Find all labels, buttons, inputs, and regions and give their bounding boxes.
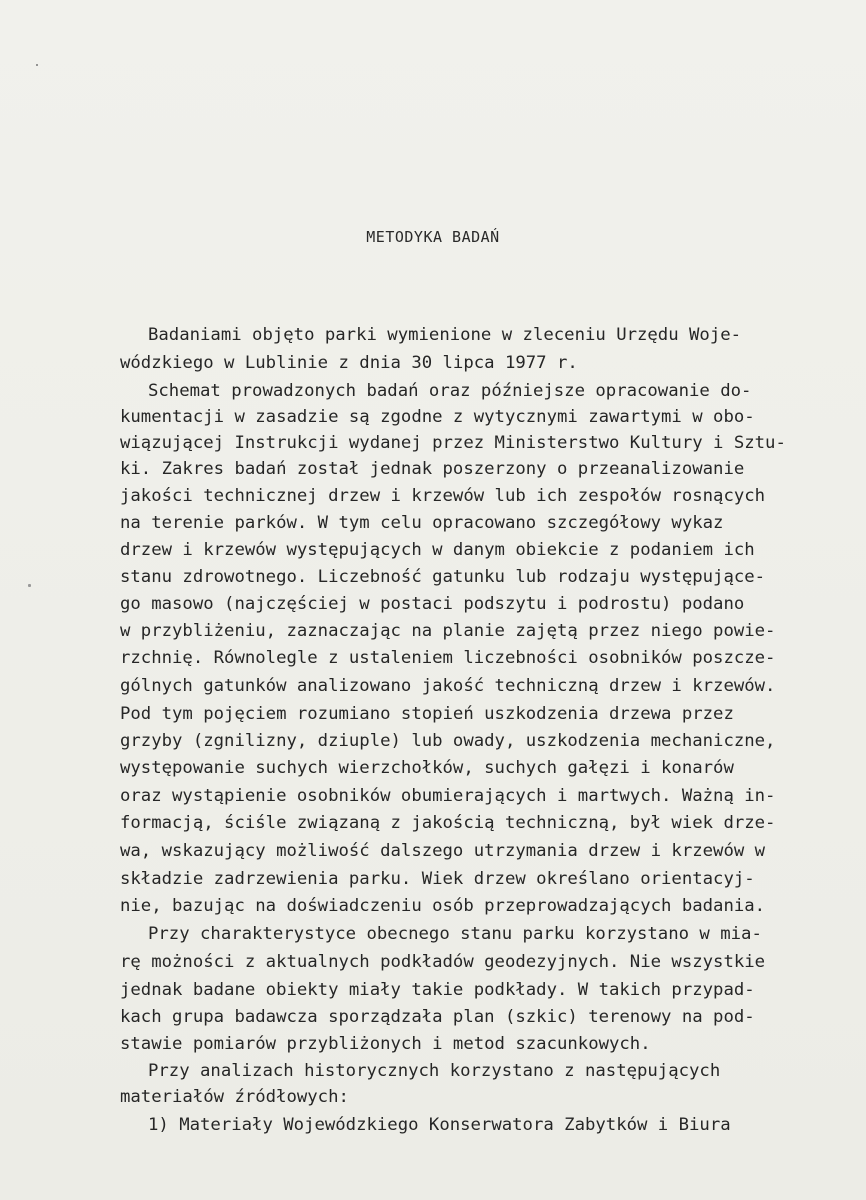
text-line: jakości technicznej drzew i krzewów lub ich zespołów rosnących	[120, 486, 766, 506]
text-line: Przy analizach historycznych korzystano z następujących	[148, 1061, 721, 1081]
document-title: METODYKA BADAŃ	[366, 228, 500, 246]
paper-speck	[28, 584, 31, 587]
text-line: Badaniami objęto parki wymienione w zleceniu Urzędu Woje-	[148, 325, 742, 345]
text-line: kumentacji w zasadzie są zgodne z wytycznymi zawartymi w obo-	[120, 407, 755, 427]
text-line: materiałów źródłowych:	[120, 1087, 349, 1107]
text-line: Schemat prowadzonych badań oraz późniejsze opracowanie do-	[148, 381, 752, 401]
text-line: wódzkiego w Lublinie z dnia 30 lipca 1977 r.	[120, 353, 578, 373]
text-line: wiązującej Instrukcji wydanej przez Ministerstwo Kultury i Sztu-	[120, 433, 786, 453]
text-line: stanu zdrowotnego. Liczebność gatunku lub rodzaju występujące-	[120, 567, 766, 587]
text-line: drzew i krzewów występujących w danym obiekcie z podaniem ich	[120, 540, 755, 560]
text-line: kach grupa badawcza sporządzała plan (szkic) terenowy na pod-	[120, 1007, 755, 1027]
text-line: nie, bazując na doświadczeniu osób przeprowadzających badania.	[120, 896, 766, 916]
text-line: rę możności z aktualnych podkładów geodezyjnych. Nie wszystkie	[120, 952, 766, 972]
text-line: na terenie parków. W tym celu opracowano szczegółowy wykaz	[120, 513, 724, 533]
text-line: składzie zadrzewienia parku. Wiek drzew określano orientacyj-	[120, 869, 755, 889]
text-line: Przy charakterystyce obecnego stanu parku korzystano w mia-	[148, 924, 762, 944]
text-line: rzchnię. Równolegle z ustaleniem liczebności osobników poszcze-	[120, 648, 776, 668]
text-line: jednak badane obiekty miały takie podkłady. W takich przypad-	[120, 980, 755, 1000]
text-line: oraz wystąpienie osobników obumierających i martwych. Ważną in-	[120, 786, 776, 806]
text-line: stawie pomiarów przybliżonych i metod szacunkowych.	[120, 1034, 651, 1054]
text-line: 1) Materiały Wojewódzkiego Konserwatora Zabytków i Biura	[148, 1115, 731, 1135]
text-line: go masowo (najczęściej w postaci podszytu i podrostu) podano	[120, 594, 745, 614]
text-line: grzyby (zgnilizny, dziuple) lub owady, uszkodzenia mechaniczne,	[120, 731, 776, 751]
text-line: ki. Zakres badań został jednak poszerzony o przeanalizowanie	[120, 459, 745, 479]
text-line: Pod tym pojęciem rozumiano stopień uszkodzenia drzewa przez	[120, 704, 734, 724]
text-line: gólnych gatunków analizowano jakość techniczną drzew i krzewów.	[120, 676, 776, 696]
paper-speck	[36, 64, 38, 66]
text-line: występowanie suchych wierzchołków, suchych gałęzi i konarów	[120, 758, 734, 778]
text-line: w przybliżeniu, zaznaczając na planie zajętą przez niego powie-	[120, 621, 776, 641]
text-line: formacją, ściśle związaną z jakością techniczną, był wiek drze-	[120, 813, 776, 833]
text-line: wa, wskazujący możliwość dalszego utrzymania drzew i krzewów w	[120, 841, 766, 861]
